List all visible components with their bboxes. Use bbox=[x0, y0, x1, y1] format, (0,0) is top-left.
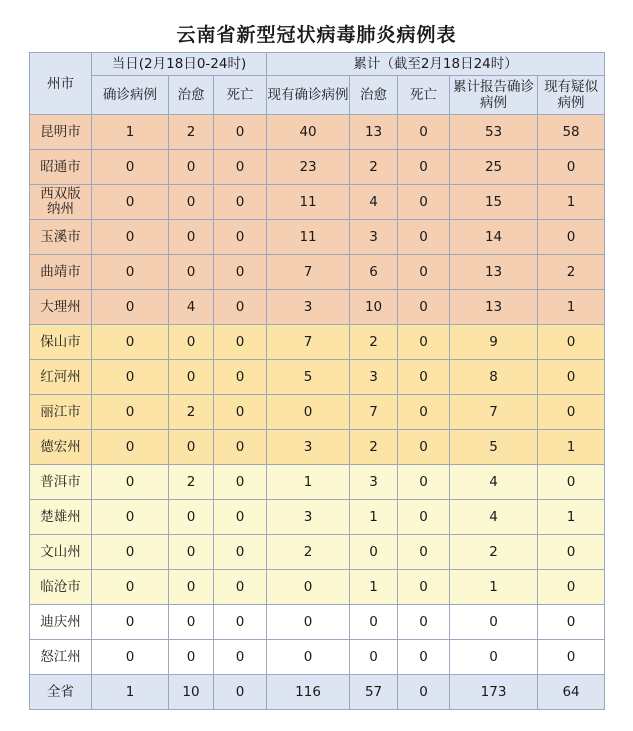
table-row bbox=[30, 325, 605, 360]
value-cell: 3 bbox=[267, 290, 350, 325]
region-name: 丽江市 bbox=[30, 395, 92, 430]
value-cell: 0 bbox=[538, 465, 605, 500]
value-cell: 0 bbox=[538, 535, 605, 570]
value-cell: 4 bbox=[169, 290, 214, 325]
value-cell: 0 bbox=[538, 325, 605, 360]
value-cell: 1 bbox=[267, 465, 350, 500]
value-cell: 0 bbox=[92, 535, 169, 570]
value-cell: 4 bbox=[350, 185, 398, 220]
value-cell: 15 bbox=[450, 185, 538, 220]
header-cum-deaths: 死亡 bbox=[398, 76, 450, 115]
value-cell: 1 bbox=[92, 675, 169, 710]
region-name: 西双版纳州 bbox=[30, 185, 92, 220]
table-row bbox=[30, 360, 605, 395]
value-cell: 0 bbox=[169, 535, 214, 570]
value-cell: 7 bbox=[267, 255, 350, 290]
region-name: 红河州 bbox=[30, 360, 92, 395]
header-current-suspected: 现有疑似病例 bbox=[538, 76, 605, 115]
value-cell: 0 bbox=[214, 395, 267, 430]
value-cell: 4 bbox=[450, 465, 538, 500]
table-body bbox=[30, 115, 605, 710]
value-cell: 0 bbox=[214, 150, 267, 185]
value-cell: 2 bbox=[169, 115, 214, 150]
value-cell: 0 bbox=[92, 465, 169, 500]
value-cell: 6 bbox=[350, 255, 398, 290]
region-name: 怒江州 bbox=[30, 640, 92, 675]
value-cell: 0 bbox=[398, 535, 450, 570]
value-cell: 0 bbox=[538, 395, 605, 430]
value-cell: 0 bbox=[214, 185, 267, 220]
value-cell: 2 bbox=[450, 535, 538, 570]
value-cell: 0 bbox=[169, 325, 214, 360]
value-cell: 0 bbox=[92, 220, 169, 255]
page-title: 云南省新型冠状病毒肺炎病例表 bbox=[176, 24, 457, 46]
value-cell: 10 bbox=[350, 290, 398, 325]
header-cumulative-group: 累计（截至2月18日24时） bbox=[267, 53, 605, 76]
value-cell: 0 bbox=[169, 430, 214, 465]
table-row bbox=[30, 255, 605, 290]
table-row bbox=[30, 185, 605, 220]
value-cell: 1 bbox=[538, 430, 605, 465]
value-cell: 0 bbox=[92, 325, 169, 360]
value-cell: 0 bbox=[92, 570, 169, 605]
header-cum-cured: 治愈 bbox=[350, 76, 398, 115]
value-cell: 0 bbox=[350, 535, 398, 570]
value-cell: 0 bbox=[214, 115, 267, 150]
region-name: 玉溪市 bbox=[30, 220, 92, 255]
table-row bbox=[30, 220, 605, 255]
value-cell: 0 bbox=[398, 185, 450, 220]
value-cell: 0 bbox=[398, 115, 450, 150]
table-row bbox=[30, 500, 605, 535]
value-cell: 14 bbox=[450, 220, 538, 255]
value-cell: 10 bbox=[169, 675, 214, 710]
value-cell: 2 bbox=[267, 535, 350, 570]
value-cell: 4 bbox=[450, 500, 538, 535]
header-daily-group: 当日(2月18日0-24时) bbox=[92, 53, 267, 76]
region-name: 昆明市 bbox=[30, 115, 92, 150]
value-cell: 0 bbox=[92, 290, 169, 325]
value-cell: 0 bbox=[398, 325, 450, 360]
value-cell: 0 bbox=[169, 570, 214, 605]
value-cell: 0 bbox=[214, 325, 267, 360]
value-cell: 0 bbox=[92, 640, 169, 675]
header-daily-deaths: 死亡 bbox=[214, 76, 267, 115]
value-cell: 7 bbox=[450, 395, 538, 430]
value-cell: 2 bbox=[538, 255, 605, 290]
header-cum-confirmed: 累计报告确诊病例 bbox=[450, 76, 538, 115]
value-cell: 8 bbox=[450, 360, 538, 395]
region-name: 德宏州 bbox=[30, 430, 92, 465]
value-cell: 0 bbox=[214, 220, 267, 255]
value-cell: 0 bbox=[398, 360, 450, 395]
header-daily-cured: 治愈 bbox=[169, 76, 214, 115]
value-cell: 0 bbox=[214, 465, 267, 500]
value-cell: 11 bbox=[267, 220, 350, 255]
region-name: 昭通市 bbox=[30, 150, 92, 185]
value-cell: 0 bbox=[214, 675, 267, 710]
value-cell: 3 bbox=[267, 430, 350, 465]
value-cell: 0 bbox=[92, 395, 169, 430]
table-row bbox=[30, 640, 605, 675]
value-cell: 0 bbox=[350, 640, 398, 675]
value-cell: 0 bbox=[538, 220, 605, 255]
value-cell: 1 bbox=[350, 500, 398, 535]
value-cell: 173 bbox=[450, 675, 538, 710]
value-cell: 0 bbox=[214, 535, 267, 570]
value-cell: 11 bbox=[267, 185, 350, 220]
value-cell: 0 bbox=[92, 430, 169, 465]
table-row bbox=[30, 150, 605, 185]
value-cell: 40 bbox=[267, 115, 350, 150]
value-cell: 0 bbox=[538, 150, 605, 185]
value-cell: 0 bbox=[92, 255, 169, 290]
region-name: 迪庆州 bbox=[30, 605, 92, 640]
value-cell: 2 bbox=[350, 150, 398, 185]
value-cell: 0 bbox=[538, 570, 605, 605]
value-cell: 0 bbox=[169, 360, 214, 395]
value-cell: 0 bbox=[398, 430, 450, 465]
value-cell: 3 bbox=[350, 465, 398, 500]
value-cell: 3 bbox=[267, 500, 350, 535]
value-cell: 3 bbox=[350, 360, 398, 395]
value-cell: 0 bbox=[267, 605, 350, 640]
table-row bbox=[30, 115, 605, 150]
value-cell: 0 bbox=[214, 360, 267, 395]
value-cell: 0 bbox=[398, 640, 450, 675]
value-cell: 116 bbox=[267, 675, 350, 710]
table-row bbox=[30, 395, 605, 430]
value-cell: 0 bbox=[450, 605, 538, 640]
table-row bbox=[30, 430, 605, 465]
value-cell: 0 bbox=[169, 150, 214, 185]
value-cell: 0 bbox=[398, 220, 450, 255]
table-row bbox=[30, 290, 605, 325]
value-cell: 0 bbox=[214, 290, 267, 325]
value-cell: 0 bbox=[267, 570, 350, 605]
table-row bbox=[30, 570, 605, 605]
value-cell: 1 bbox=[450, 570, 538, 605]
region-name: 临沧市 bbox=[30, 570, 92, 605]
value-cell: 2 bbox=[350, 325, 398, 360]
header-region: 州市 bbox=[30, 53, 92, 115]
value-cell: 25 bbox=[450, 150, 538, 185]
value-cell: 0 bbox=[398, 570, 450, 605]
value-cell: 5 bbox=[450, 430, 538, 465]
value-cell: 23 bbox=[267, 150, 350, 185]
value-cell: 2 bbox=[169, 465, 214, 500]
value-cell: 0 bbox=[267, 395, 350, 430]
value-cell: 7 bbox=[267, 325, 350, 360]
value-cell: 0 bbox=[214, 430, 267, 465]
value-cell: 64 bbox=[538, 675, 605, 710]
region-name: 曲靖市 bbox=[30, 255, 92, 290]
value-cell: 1 bbox=[538, 500, 605, 535]
value-cell: 0 bbox=[450, 640, 538, 675]
value-cell: 2 bbox=[169, 395, 214, 430]
value-cell: 0 bbox=[538, 605, 605, 640]
value-cell: 0 bbox=[398, 255, 450, 290]
case-table bbox=[29, 52, 605, 710]
header-daily-confirmed: 确诊病例 bbox=[92, 76, 169, 115]
value-cell: 2 bbox=[350, 430, 398, 465]
value-cell: 13 bbox=[350, 115, 398, 150]
value-cell: 0 bbox=[92, 500, 169, 535]
value-cell: 1 bbox=[538, 290, 605, 325]
value-cell: 9 bbox=[450, 325, 538, 360]
value-cell: 53 bbox=[450, 115, 538, 150]
value-cell: 0 bbox=[398, 465, 450, 500]
region-name: 大理州 bbox=[30, 290, 92, 325]
region-name: 普洱市 bbox=[30, 465, 92, 500]
region-name: 全省 bbox=[30, 675, 92, 710]
value-cell: 7 bbox=[350, 395, 398, 430]
value-cell: 0 bbox=[92, 185, 169, 220]
value-cell: 0 bbox=[214, 605, 267, 640]
value-cell: 0 bbox=[350, 605, 398, 640]
value-cell: 0 bbox=[398, 395, 450, 430]
value-cell: 1 bbox=[538, 185, 605, 220]
region-name: 楚雄州 bbox=[30, 500, 92, 535]
value-cell: 0 bbox=[214, 500, 267, 535]
value-cell: 0 bbox=[538, 360, 605, 395]
value-cell: 0 bbox=[398, 500, 450, 535]
value-cell: 0 bbox=[214, 255, 267, 290]
value-cell: 0 bbox=[398, 150, 450, 185]
value-cell: 5 bbox=[267, 360, 350, 395]
region-name: 保山市 bbox=[30, 325, 92, 360]
table-row bbox=[30, 465, 605, 500]
value-cell: 0 bbox=[267, 640, 350, 675]
value-cell: 0 bbox=[398, 675, 450, 710]
value-cell: 0 bbox=[92, 360, 169, 395]
total-row bbox=[30, 675, 605, 710]
value-cell: 0 bbox=[214, 570, 267, 605]
value-cell: 0 bbox=[214, 640, 267, 675]
value-cell: 1 bbox=[350, 570, 398, 605]
value-cell: 0 bbox=[398, 290, 450, 325]
value-cell: 13 bbox=[450, 290, 538, 325]
value-cell: 0 bbox=[169, 185, 214, 220]
value-cell: 0 bbox=[169, 255, 214, 290]
value-cell: 0 bbox=[169, 605, 214, 640]
value-cell: 0 bbox=[169, 640, 214, 675]
value-cell: 57 bbox=[350, 675, 398, 710]
value-cell: 0 bbox=[169, 500, 214, 535]
header-current-confirmed: 现有确诊病例 bbox=[267, 76, 350, 115]
value-cell: 0 bbox=[92, 605, 169, 640]
value-cell: 0 bbox=[169, 220, 214, 255]
region-name: 文山州 bbox=[30, 535, 92, 570]
table-row bbox=[30, 535, 605, 570]
value-cell: 0 bbox=[538, 640, 605, 675]
value-cell: 13 bbox=[450, 255, 538, 290]
table-row bbox=[30, 605, 605, 640]
value-cell: 0 bbox=[398, 605, 450, 640]
value-cell: 0 bbox=[92, 150, 169, 185]
value-cell: 1 bbox=[92, 115, 169, 150]
value-cell: 58 bbox=[538, 115, 605, 150]
value-cell: 3 bbox=[350, 220, 398, 255]
